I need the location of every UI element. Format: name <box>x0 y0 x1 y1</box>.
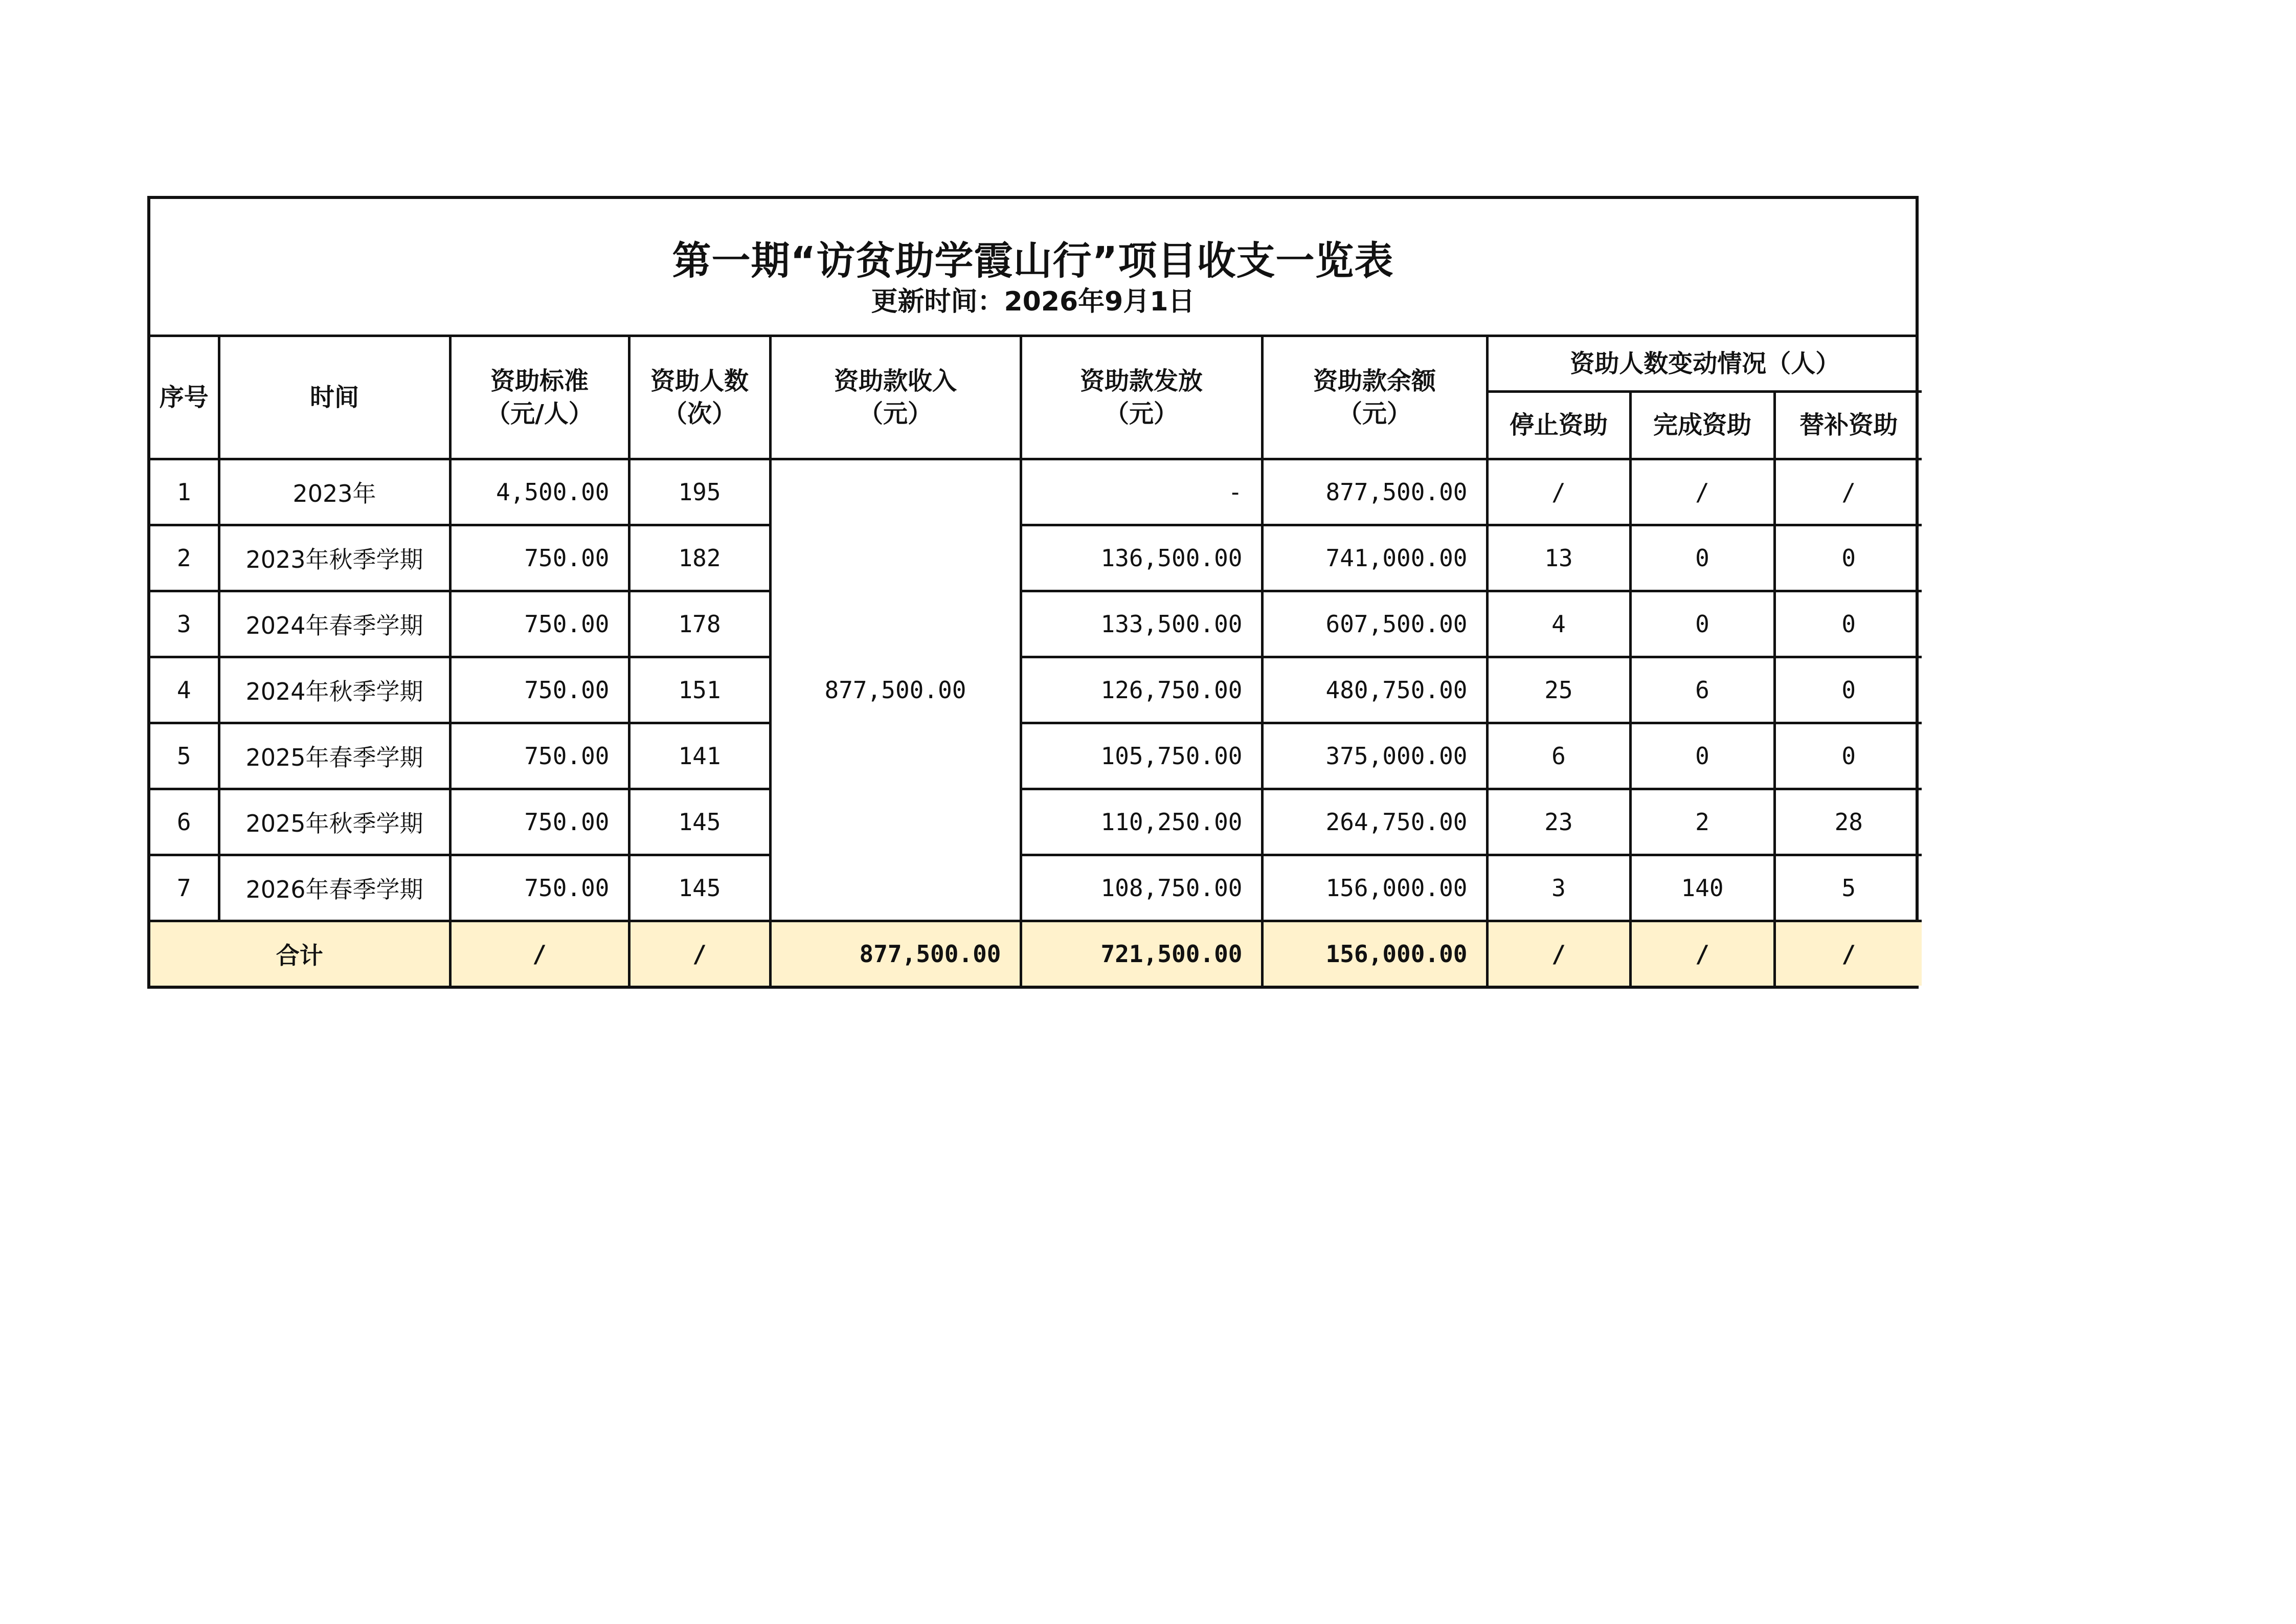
table-row <box>150 525 1922 591</box>
cell-replaced: 0 <box>1774 591 1922 657</box>
total-label: 合计 <box>150 921 450 986</box>
cell-stopped: 3 <box>1487 855 1630 921</box>
cell-replaced: 0 <box>1774 525 1922 591</box>
cell-index: 1 <box>150 459 219 525</box>
cell-time: 2023年秋季学期 <box>219 525 450 591</box>
cell-completed: 6 <box>1630 657 1774 723</box>
cell-count: 182 <box>629 525 770 591</box>
cell-balance: 480,750.00 <box>1262 657 1487 723</box>
table-row <box>150 459 1922 525</box>
cell-completed: 0 <box>1630 723 1774 789</box>
cell-stopped: 23 <box>1487 789 1630 855</box>
header-completed: 完成资助 <box>1630 391 1774 459</box>
cell-index: 5 <box>150 723 219 789</box>
table-row <box>150 789 1922 855</box>
cell-standard: 750.00 <box>450 591 629 657</box>
cell-payout: 126,750.00 <box>1021 657 1262 723</box>
cell-index: 7 <box>150 855 219 921</box>
header-count: 资助人数 （次） <box>629 337 770 459</box>
total-completed: / <box>1630 921 1774 986</box>
cell-count: 151 <box>629 657 770 723</box>
income-expense-table <box>150 337 1922 986</box>
cell-payout: 133,500.00 <box>1021 591 1262 657</box>
table-row <box>150 855 1922 921</box>
cell-count: 141 <box>629 723 770 789</box>
total-income: 877,500.00 <box>770 921 1021 986</box>
cell-stopped: 4 <box>1487 591 1630 657</box>
header-index: 序号 <box>150 337 219 459</box>
cell-balance: 877,500.00 <box>1262 459 1487 525</box>
cell-payout: 105,750.00 <box>1021 723 1262 789</box>
header-income: 资助款收入 （元） <box>770 337 1021 459</box>
cell-time: 2024年秋季学期 <box>219 657 450 723</box>
cell-completed: 2 <box>1630 789 1774 855</box>
cell-standard: 750.00 <box>450 789 629 855</box>
table-row <box>150 657 1922 723</box>
header-balance: 资助款余额 （元） <box>1262 337 1487 459</box>
table-row <box>150 723 1922 789</box>
total-stopped: / <box>1487 921 1630 986</box>
cell-balance: 264,750.00 <box>1262 789 1487 855</box>
cell-standard: 750.00 <box>450 723 629 789</box>
summary-table-sheet <box>147 196 1919 989</box>
cell-standard: 750.00 <box>450 657 629 723</box>
cell-count: 145 <box>629 855 770 921</box>
cell-stopped: 25 <box>1487 657 1630 723</box>
cell-payout: 108,750.00 <box>1021 855 1262 921</box>
cell-index: 2 <box>150 525 219 591</box>
cell-standard: 4,500.00 <box>450 459 629 525</box>
cell-time: 2026年春季学期 <box>219 855 450 921</box>
cell-balance: 607,500.00 <box>1262 591 1487 657</box>
total-payout: 721,500.00 <box>1021 921 1262 986</box>
cell-replaced: / <box>1774 459 1922 525</box>
cell-index: 3 <box>150 591 219 657</box>
header-payout: 资助款发放 （元） <box>1021 337 1262 459</box>
cell-replaced: 0 <box>1774 723 1922 789</box>
total-count: / <box>629 921 770 986</box>
title-block <box>150 199 1916 337</box>
update-time: 更新时间：2026年9月1日 <box>871 286 1195 317</box>
cell-stopped: / <box>1487 459 1630 525</box>
total-row <box>150 921 1922 986</box>
table-row <box>150 591 1922 657</box>
cell-balance: 375,000.00 <box>1262 723 1487 789</box>
cell-count: 145 <box>629 789 770 855</box>
cell-completed: 0 <box>1630 525 1774 591</box>
cell-replaced: 28 <box>1774 789 1922 855</box>
total-balance: 156,000.00 <box>1262 921 1487 986</box>
cell-replaced: 0 <box>1774 657 1922 723</box>
cell-payout: 110,250.00 <box>1021 789 1262 855</box>
cell-completed: 0 <box>1630 591 1774 657</box>
cell-count: 178 <box>629 591 770 657</box>
cell-completed: / <box>1630 459 1774 525</box>
cell-time: 2025年春季学期 <box>219 723 450 789</box>
cell-balance: 156,000.00 <box>1262 855 1487 921</box>
cell-balance: 741,000.00 <box>1262 525 1487 591</box>
cell-stopped: 13 <box>1487 525 1630 591</box>
cell-payout: - <box>1021 459 1262 525</box>
cell-index: 6 <box>150 789 219 855</box>
cell-completed: 140 <box>1630 855 1774 921</box>
cell-standard: 750.00 <box>450 525 629 591</box>
header-time: 时间 <box>219 337 450 459</box>
cell-payout: 136,500.00 <box>1021 525 1262 591</box>
cell-stopped: 6 <box>1487 723 1630 789</box>
total-standard: / <box>450 921 629 986</box>
cell-count: 195 <box>629 459 770 525</box>
header-replaced: 替补资助 <box>1774 391 1922 459</box>
table-title: 第一期“访贫助学霞山行”项目收支一览表 <box>672 238 1394 283</box>
cell-income-merged: 877,500.00 <box>770 459 1021 921</box>
cell-standard: 750.00 <box>450 855 629 921</box>
header-standard: 资助标准 （元/人） <box>450 337 629 459</box>
header-stopped: 停止资助 <box>1487 391 1630 459</box>
cell-time: 2023年 <box>219 459 450 525</box>
cell-time: 2025年秋季学期 <box>219 789 450 855</box>
cell-time: 2024年春季学期 <box>219 591 450 657</box>
total-replaced: / <box>1774 921 1922 986</box>
cell-replaced: 5 <box>1774 855 1922 921</box>
cell-index: 4 <box>150 657 219 723</box>
header-changes-group: 资助人数变动情况（人） <box>1487 337 1922 391</box>
